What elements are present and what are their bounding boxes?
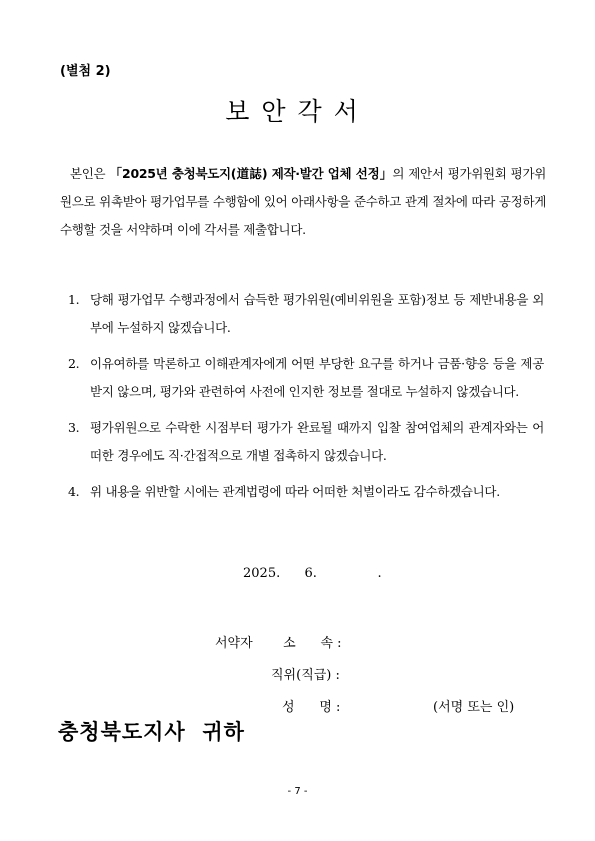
pledge-item xyxy=(68,350,544,406)
affiliation-row xyxy=(215,632,342,651)
pledge-text: 평가위원으로 수락한 시점부터 평가가 완료될 때까지 입찰 참여업체의 관계자와는 어떠한 경우에도 직·간접적으로 개별 접촉하지 않겠습니다. xyxy=(90,420,544,463)
signing-date: 2025. 6. . xyxy=(243,566,382,581)
seal-note: (서명 또는 인) xyxy=(433,700,515,715)
intro-suffix: 의 제안서 평가위원회 평가위원으로 위촉받아 평가업무를 수행함에 있어 아래사항을 준수하고 관계 절차에 따라 공정하게 수행할 것을 서약하며 이에 각서를 제출합니다. xyxy=(60,166,546,237)
document-title: 보안각서 xyxy=(225,97,370,126)
pledge-text: 이유여하를 막론하고 이해관계자에게 어떤 부당한 요구를 하거나 금품·향응 등을 제공받지 않으며, 평가와 관련하여 사전에 인지한 정보를 절대로 누설하지 않겠습니다. xyxy=(90,356,544,399)
pledge-number: 1. xyxy=(68,292,80,307)
pledger-label: 서약자 xyxy=(215,636,253,651)
recipient: 충청북도지사 귀하 xyxy=(58,720,245,744)
pledge-item xyxy=(68,286,544,342)
pledge-text: 위 내용을 위반할 시에는 관계법령에 따라 어떠한 처벌이라도 감수하겠습니다. xyxy=(90,484,500,499)
position-row xyxy=(271,664,340,683)
affiliation-label: 소 속 : xyxy=(283,636,342,651)
pledge-number: 3. xyxy=(68,420,80,435)
intro-prefix: 본인은 xyxy=(70,166,110,181)
name-row xyxy=(282,696,532,715)
intro-paragraph xyxy=(60,160,546,244)
name-label: 성 명 : xyxy=(282,700,341,715)
pledge-text: 당해 평가업무 수행과정에서 습득한 평가위원(예비위원을 포함)정보 등 제반내용을 외부에 누설하지 않겠습니다. xyxy=(90,292,544,335)
pledge-number: 2. xyxy=(68,356,80,371)
annex-label: (별첨 2) xyxy=(60,64,111,79)
project-title: 「2025년 충청북도지(道誌) 제작·발간 업체 선정」 xyxy=(109,166,393,181)
pledge-item xyxy=(68,414,544,470)
pledge-number: 4. xyxy=(68,484,80,499)
pledge-item xyxy=(68,478,544,506)
page-number: - 7 - xyxy=(287,786,308,797)
pledge-list xyxy=(68,286,544,514)
position-label: 직위(직급) : xyxy=(271,668,340,683)
